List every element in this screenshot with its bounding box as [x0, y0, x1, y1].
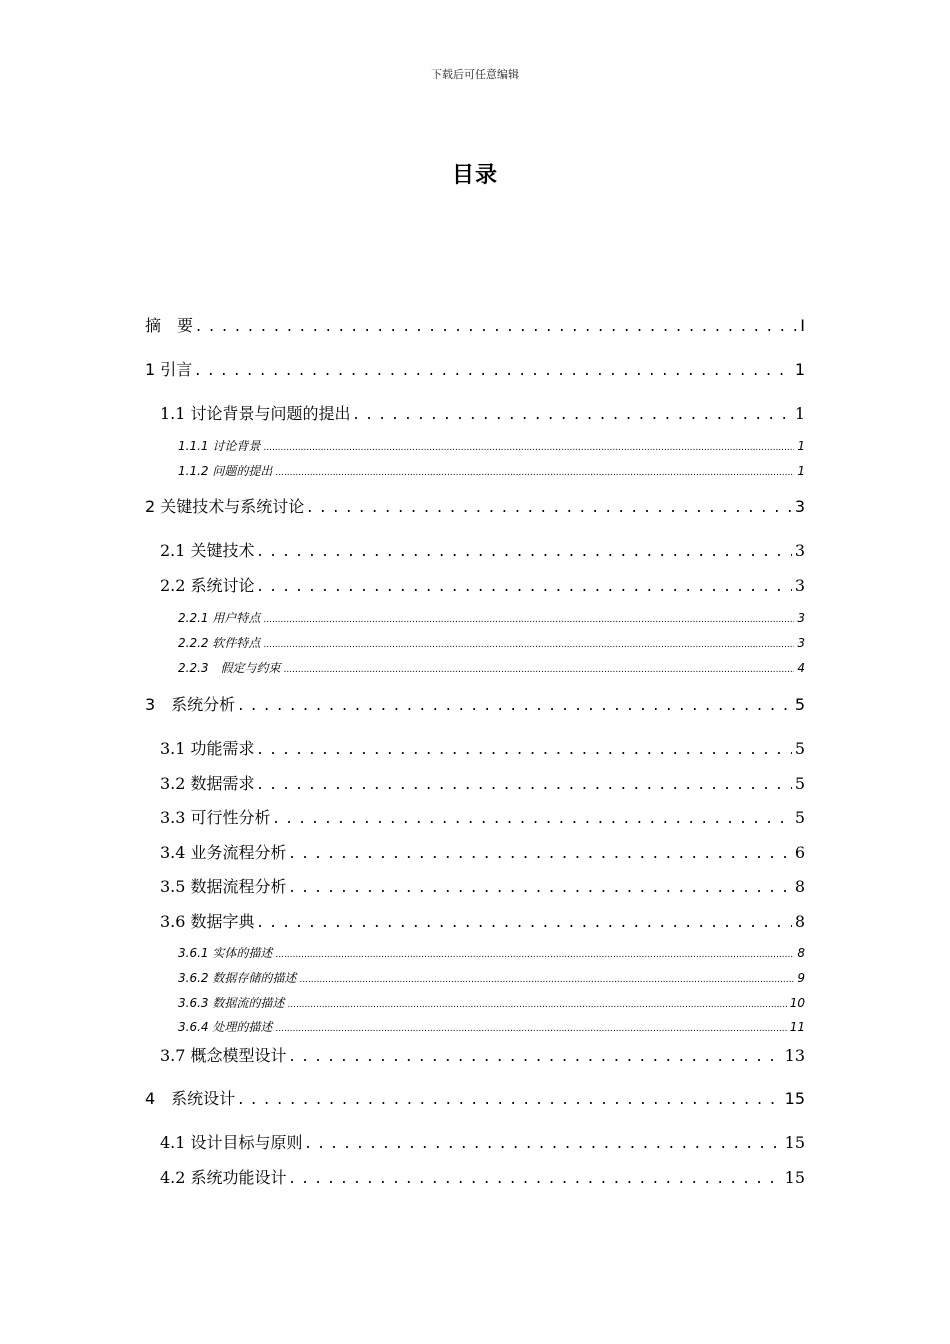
toc-entry-page: 13	[784, 1046, 805, 1065]
toc-entry-label: 摘 要	[145, 316, 194, 335]
toc-entry-page: 6	[794, 843, 805, 862]
toc-entry-label: 2.1 关键技术	[160, 541, 255, 560]
toc-leader-dots	[263, 611, 794, 625]
toc-entry-page: I	[800, 316, 805, 335]
toc-entry-label: 3.2 数据需求	[160, 774, 255, 793]
toc-leader-dots	[275, 1020, 786, 1034]
toc-leader-dots	[258, 739, 792, 758]
toc-entry-page: 8	[794, 912, 805, 931]
toc-entry-label: 3.6 数据字典	[160, 912, 255, 931]
toc-leader-dots	[284, 661, 795, 675]
toc-leader-dots	[299, 971, 794, 985]
toc-entry[interactable]	[178, 437, 805, 454]
toc-entry-label: 2.2.1 用户特点	[178, 611, 261, 625]
header-note: 下载后可任意编辑	[431, 68, 519, 81]
toc-entry[interactable]	[160, 736, 805, 759]
toc-entry-page: 5	[794, 774, 805, 793]
toc-leader-dots	[290, 1168, 782, 1187]
toc-entry-label: 1 引言	[145, 360, 193, 379]
toc-entry[interactable]	[160, 573, 805, 596]
toc-entry[interactable]	[178, 462, 805, 479]
toc-entry-label: 4.2 系统功能设计	[160, 1168, 287, 1187]
toc-leader-dots	[354, 404, 792, 423]
toc-leader-dots	[238, 695, 792, 714]
toc-entry-page: 10	[789, 996, 805, 1010]
toc-entry-page: 1	[794, 404, 805, 423]
toc-entry-page: 8	[794, 877, 805, 896]
toc-entry[interactable]	[145, 313, 805, 336]
toc-leader-dots	[263, 439, 794, 453]
toc-entry[interactable]	[178, 969, 805, 986]
toc-entry-label: 1.1 讨论背景与问题的提出	[160, 404, 351, 423]
toc-entry-label: 2 关键技术与系统讨论	[145, 497, 305, 516]
toc-entry-page: 5	[794, 695, 805, 714]
toc-entry-page: 1	[797, 464, 805, 478]
toc-entry-label: 3.5 数据流程分析	[160, 877, 287, 896]
toc-entry-label: 1.1.2 问题的提出	[178, 464, 273, 478]
toc-entry-label: 3.6.3 数据流的描述	[178, 996, 285, 1010]
toc-entry-label: 3.4 业务流程分析	[160, 843, 287, 862]
toc-entry-page: 8	[797, 946, 805, 960]
toc-leader-dots	[263, 636, 794, 650]
toc-leader-dots	[290, 877, 792, 896]
toc-entry[interactable]	[160, 538, 805, 561]
toc-entry-page: 1	[797, 439, 805, 453]
toc-entry-page: 3	[797, 611, 805, 625]
toc-leader-dots	[195, 360, 792, 379]
toc-entry-label: 3.1 功能需求	[160, 739, 255, 758]
toc-entry[interactable]	[160, 840, 805, 863]
toc-entry[interactable]	[145, 692, 805, 715]
toc-entry[interactable]	[160, 874, 805, 897]
toc-entry-page: 5	[794, 808, 805, 827]
toc-entry-page: 15	[784, 1168, 805, 1187]
toc-entry[interactable]	[145, 1086, 805, 1109]
toc-entry[interactable]	[145, 357, 805, 380]
toc-leader-dots	[290, 1046, 782, 1065]
toc-leader-dots	[287, 996, 786, 1010]
toc-entry-label: 3.6.1 实体的描述	[178, 946, 273, 960]
toc-leader-dots	[258, 541, 792, 560]
toc-entry[interactable]	[178, 634, 805, 651]
toc-leader-dots	[307, 497, 792, 516]
toc-leader-dots	[275, 946, 794, 960]
toc-entry-label: 2.2.2 软件特点	[178, 636, 261, 650]
toc-entry-label: 3 系统分析	[145, 695, 236, 714]
toc-entry[interactable]	[160, 805, 805, 828]
toc-leader-dots	[290, 843, 792, 862]
toc-leader-dots	[238, 1089, 781, 1108]
toc-entry-page: 3	[794, 497, 805, 516]
toc-entry-label: 3.6.2 数据存储的描述	[178, 971, 297, 985]
toc-entry-page: 15	[784, 1089, 805, 1108]
toc-entry-page: 5	[794, 739, 805, 758]
toc-entry[interactable]	[178, 1018, 805, 1035]
toc-leader-dots	[275, 464, 794, 478]
toc-leader-dots	[258, 774, 792, 793]
page-title: 目录	[451, 163, 498, 188]
toc-entry[interactable]	[160, 1043, 805, 1066]
toc-entry-page: 3	[794, 541, 805, 560]
toc-entry[interactable]	[160, 1130, 805, 1153]
toc-entry-page: 1	[794, 360, 805, 379]
toc-entry[interactable]	[160, 1165, 805, 1188]
toc-entry-label: 2.2.3 假定与约束	[178, 661, 281, 675]
toc-entry[interactable]	[145, 494, 805, 517]
toc-entry[interactable]	[178, 994, 805, 1011]
toc-leader-dots	[306, 1133, 782, 1152]
toc-entry-label: 3.7 概念模型设计	[160, 1046, 287, 1065]
toc-entry[interactable]	[160, 909, 805, 932]
toc-leader-dots	[274, 808, 792, 827]
toc-leader-dots	[196, 316, 797, 335]
toc-entry-page: 3	[797, 636, 805, 650]
toc-entry-label: 2.2 系统讨论	[160, 576, 255, 595]
toc-leader-dots	[258, 912, 792, 931]
toc-entry-label: 3.6.4 处理的描述	[178, 1020, 273, 1034]
toc-entry[interactable]	[160, 401, 805, 424]
toc-entry-page: 3	[794, 576, 805, 595]
toc-entry-page: 11	[789, 1020, 805, 1034]
toc-entry[interactable]	[178, 659, 805, 676]
toc-leader-dots	[258, 576, 792, 595]
toc-entry-page: 15	[784, 1133, 805, 1152]
toc-entry[interactable]	[160, 771, 805, 794]
toc-entry-label: 1.1.1 讨论背景	[178, 439, 261, 453]
toc-entry[interactable]	[178, 944, 805, 961]
toc-entry[interactable]	[178, 609, 805, 626]
toc-entry-label: 4.1 设计目标与原则	[160, 1133, 303, 1152]
toc-entry-label: 4 系统设计	[145, 1089, 236, 1108]
toc-entry-page: 4	[797, 661, 805, 675]
toc-entry-page: 9	[797, 971, 805, 985]
toc-entry-label: 3.3 可行性分析	[160, 808, 271, 827]
